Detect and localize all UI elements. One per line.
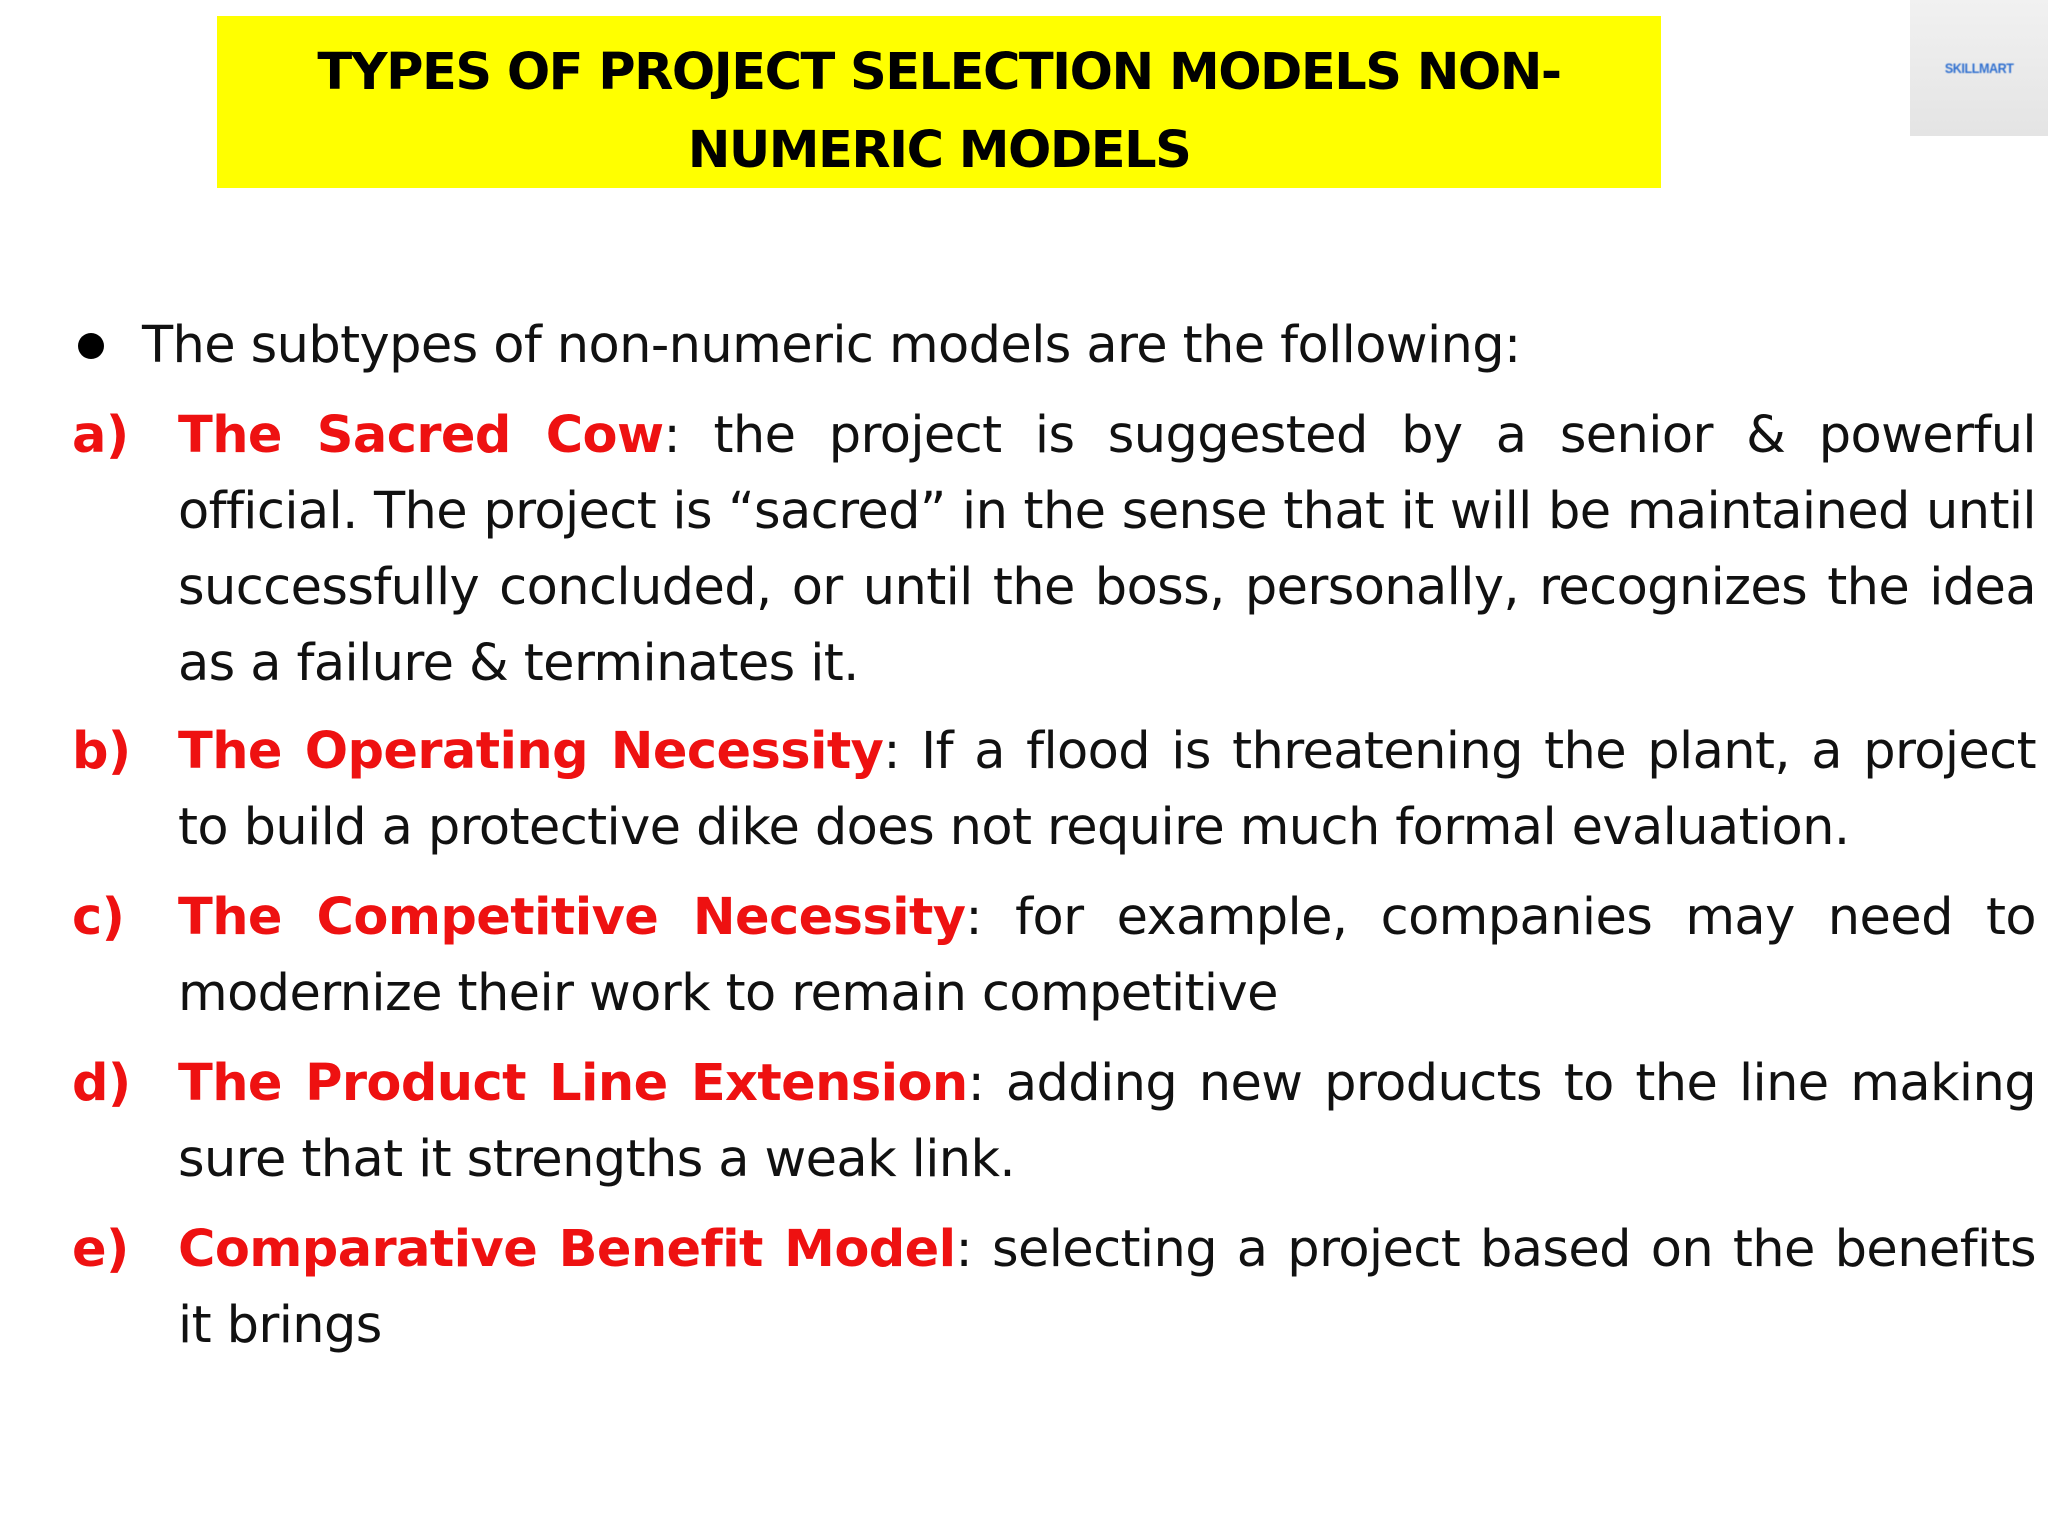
list-item-body [178, 398, 2036, 702]
list-item-description: : the project is suggested by a senior & powerful official. The project is “sacred” in the sense that it will be maintained until successfully concluded, or until the boss, personally, recognizes the idea as a failure & terminates it. [178, 406, 2036, 693]
bullet-icon [78, 333, 104, 359]
list-item-letter: d) [72, 1054, 131, 1113]
brand-logo [1910, 0, 2048, 136]
list-item-letter: a) [72, 406, 129, 465]
list-item-d [72, 1046, 2036, 1198]
list-item-body [178, 1046, 2036, 1198]
list-item-e [72, 1212, 2036, 1364]
intro-text: The subtypes of non-numeric models are the following: [142, 316, 1521, 375]
slide-title-line-1: TYPES OF PROJECT SELECTION MODELS NON- [317, 43, 1561, 102]
intro-bullet [70, 308, 1521, 384]
slide-title-line-2: NUMERIC MODELS [687, 121, 1191, 180]
list-item-letter: b) [72, 722, 131, 781]
list-item-a [72, 398, 2036, 702]
list-item-letter: e) [72, 1220, 129, 1279]
list-item-letter: c) [72, 888, 125, 947]
list-item-term: The Sacred Cow [178, 406, 664, 465]
list-item-description: : adding new products to the line making sure that it strengths a weak link. [178, 1054, 2036, 1189]
list-item-term: The Product Line Extension [178, 1054, 968, 1113]
list-item-term: The Competitive Necessity [178, 888, 966, 947]
brand-logo-text: SKILLMART [1944, 60, 2014, 76]
list-item-body [178, 880, 2036, 1032]
list-item-term: Comparative Benefit Model [178, 1220, 956, 1279]
list-item-description: : selecting a project based on the benefits it brings [178, 1220, 2036, 1355]
list-item-body [178, 714, 2036, 866]
list-item-c [72, 880, 2036, 1032]
list-item-b [72, 714, 2036, 866]
list-item-body [178, 1212, 2036, 1364]
list-item-description: : If a flood is threatening the plant, a project to build a protective dike does not require much formal evaluation. [178, 722, 2036, 857]
slide-title-banner [217, 16, 1661, 188]
list-item-term: The Operating Necessity [178, 722, 884, 781]
list-item-description: : for example, companies may need to modernize their work to remain competitive [178, 888, 2036, 1023]
